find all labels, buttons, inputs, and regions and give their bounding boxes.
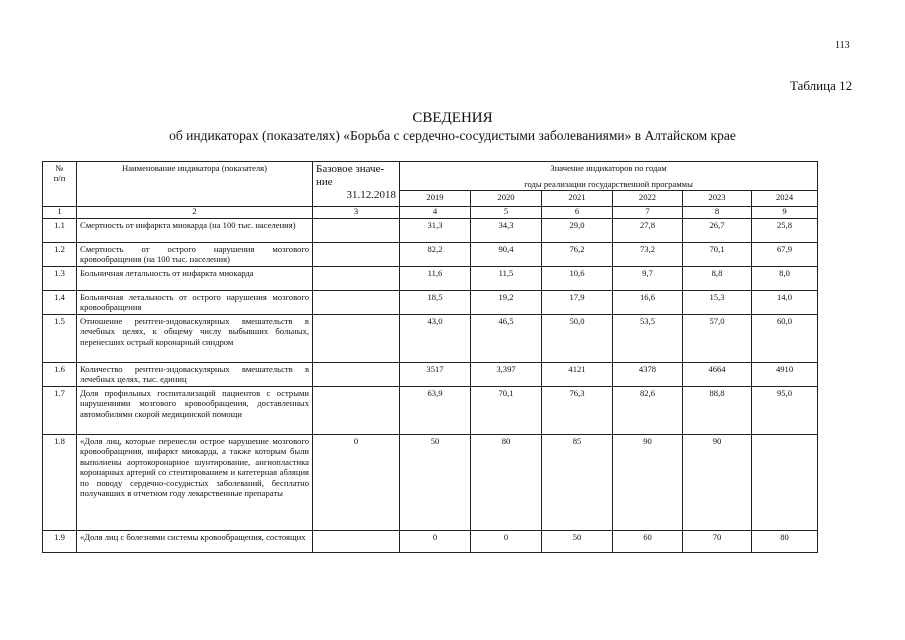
indicator-name: Больничная летальность от инфаркта миокарда xyxy=(77,267,313,291)
indicator-name: Больничная летальность от острого нарушения мозгового кровообращения xyxy=(77,291,313,315)
page-number: 113 xyxy=(835,40,850,51)
value-2023: 4664 xyxy=(683,363,752,387)
value-2020: 19,2 xyxy=(471,291,542,315)
table-row xyxy=(43,243,818,267)
row-number: 1.6 xyxy=(43,363,77,387)
column-number: 3 xyxy=(313,207,400,219)
table-row xyxy=(43,531,818,553)
column-number: 2 xyxy=(77,207,313,219)
value-2021: 76,3 xyxy=(542,387,613,435)
value-2022: 90 xyxy=(613,435,683,531)
row-number: 1.3 xyxy=(43,267,77,291)
value-2019: 11,6 xyxy=(400,267,471,291)
value-2024: 67,9 xyxy=(752,243,818,267)
table-row xyxy=(43,363,818,387)
value-2019: 0 xyxy=(400,531,471,553)
table-label: Таблица 12 xyxy=(790,78,853,93)
value-2022: 53,5 xyxy=(613,315,683,363)
value-2020: 11,5 xyxy=(471,267,542,291)
base-value xyxy=(313,531,400,553)
value-2024: 4910 xyxy=(752,363,818,387)
value-2022: 82,6 xyxy=(613,387,683,435)
header-year-2020: 2020 xyxy=(471,191,542,207)
base-value xyxy=(313,267,400,291)
base-value: 0 xyxy=(313,435,400,531)
indicator-name: Доля профильных госпитализаций пациентов с острыми нарушениями мозгового кровообращения, доставленных автомобилями скорой медицинской помощи xyxy=(77,387,313,435)
value-2021: 29,0 xyxy=(542,219,613,243)
base-value xyxy=(313,291,400,315)
value-2020: 0 xyxy=(471,531,542,553)
column-number: 9 xyxy=(752,207,818,219)
header-number-line2: п/п xyxy=(53,173,66,184)
value-2021: 85 xyxy=(542,435,613,531)
value-2019: 31,3 xyxy=(400,219,471,243)
value-2024: 25,8 xyxy=(752,219,818,243)
base-value xyxy=(313,363,400,387)
table-row xyxy=(43,315,818,363)
indicator-name: Количество рентген-эндоваскулярных вмешательств в лечебных целях, тыс. единиц xyxy=(77,363,313,387)
value-2022: 60 xyxy=(613,531,683,553)
base-value xyxy=(313,387,400,435)
header-indicator-name: Наименование индикатора (показателя) xyxy=(77,162,313,207)
row-number: 1.5 xyxy=(43,315,77,363)
indicator-name: Смертность от инфаркта миокарда (на 100 тыс. населения) xyxy=(77,219,313,243)
document-subtitle: об индикаторах (показателях) «Борьба с сердечно-сосудистыми заболеваниями» в Алтайском крае xyxy=(169,128,736,143)
value-2023: 70 xyxy=(683,531,752,553)
header-year-2024: 2024 xyxy=(752,191,818,207)
value-2019: 82,2 xyxy=(400,243,471,267)
table-row xyxy=(43,435,818,531)
value-2024 xyxy=(752,435,818,531)
value-2021: 4121 xyxy=(542,363,613,387)
value-2021: 50 xyxy=(542,531,613,553)
value-2020: 80 xyxy=(471,435,542,531)
value-2024: 14,0 xyxy=(752,291,818,315)
column-number: 6 xyxy=(542,207,613,219)
header-base-date: 31.12.2018 xyxy=(346,189,396,202)
column-number: 7 xyxy=(613,207,683,219)
indicator-name: Смертность от острого нарушения мозгового кровообращения (на 100 тыс. населения) xyxy=(77,243,313,267)
document-title: СВЕДЕНИЯ xyxy=(412,110,493,126)
value-2019: 63,9 xyxy=(400,387,471,435)
header-year-2022: 2022 xyxy=(613,191,683,207)
value-2023: 70,1 xyxy=(683,243,752,267)
indicator-name: «Доля лиц с болезнями системы кровообращения, состоящих xyxy=(77,531,313,553)
value-2019: 3517 xyxy=(400,363,471,387)
value-2022: 27,8 xyxy=(613,219,683,243)
value-2019: 43,0 xyxy=(400,315,471,363)
header-year-2023: 2023 xyxy=(683,191,752,207)
value-2021: 76,2 xyxy=(542,243,613,267)
value-2022: 16,6 xyxy=(613,291,683,315)
value-2021: 10,6 xyxy=(542,267,613,291)
value-2023: 57,0 xyxy=(683,315,752,363)
value-2024: 80 xyxy=(752,531,818,553)
indicator-name: «Доля лиц, которые перенесли острое нарушение мозгового кровообращения, инфаркт миокарда, а также которым были выполнены аортокоронарное шунтирование, ангиопластика коронарных артерий со стентированием и катетерная абляция по поводу сердечно-сосудистых заболеваний, бесплатно получавших в отчетном году лекарственные препараты xyxy=(77,435,313,531)
table-row xyxy=(43,267,818,291)
value-2022: 4378 xyxy=(613,363,683,387)
header-values-subtitle: годы реализации государственной программы xyxy=(400,179,818,191)
table-row xyxy=(43,219,818,243)
indicator-name: Отношение рентген-эндоваскулярных вмешательств в лечебных целях, к общему числу выбывших больных, перенесших острый коронарный синдром xyxy=(77,315,313,363)
header-year-2019: 2019 xyxy=(400,191,471,207)
value-2022: 73,2 xyxy=(613,243,683,267)
table-row xyxy=(43,291,818,315)
header-number-line1: № xyxy=(55,163,64,173)
row-number: 1.9 xyxy=(43,531,77,553)
value-2020: 70,1 xyxy=(471,387,542,435)
base-value xyxy=(313,315,400,363)
row-number: 1.4 xyxy=(43,291,77,315)
value-2024: 95,0 xyxy=(752,387,818,435)
header-base-line1: Базовое значе- xyxy=(316,163,385,175)
indicators-table xyxy=(42,161,818,553)
table-row xyxy=(43,387,818,435)
value-2019: 18,5 xyxy=(400,291,471,315)
row-number: 1.8 xyxy=(43,435,77,531)
value-2020: 46,5 xyxy=(471,315,542,363)
header-values-title: Значение индикаторов по годам xyxy=(400,162,818,179)
header-base-value xyxy=(313,162,400,207)
value-2023: 15,3 xyxy=(683,291,752,315)
value-2023: 26,7 xyxy=(683,219,752,243)
base-value xyxy=(313,243,400,267)
column-number: 8 xyxy=(683,207,752,219)
row-number: 1.2 xyxy=(43,243,77,267)
value-2020: 90,4 xyxy=(471,243,542,267)
value-2023: 90 xyxy=(683,435,752,531)
row-number: 1.7 xyxy=(43,387,77,435)
value-2024: 60,0 xyxy=(752,315,818,363)
column-number: 5 xyxy=(471,207,542,219)
value-2020: 34,3 xyxy=(471,219,542,243)
header-year-2021: 2021 xyxy=(542,191,613,207)
value-2023: 8,8 xyxy=(683,267,752,291)
row-number: 1.1 xyxy=(43,219,77,243)
value-2023: 88,8 xyxy=(683,387,752,435)
value-2020: 3,397 xyxy=(471,363,542,387)
value-2019: 50 xyxy=(400,435,471,531)
column-number: 4 xyxy=(400,207,471,219)
value-2022: 9,7 xyxy=(613,267,683,291)
header-base-line2: ние xyxy=(316,176,333,189)
value-2021: 17,9 xyxy=(542,291,613,315)
base-value xyxy=(313,219,400,243)
column-number: 1 xyxy=(43,207,77,219)
header-number xyxy=(43,162,77,207)
value-2024: 8,0 xyxy=(752,267,818,291)
value-2021: 50,0 xyxy=(542,315,613,363)
